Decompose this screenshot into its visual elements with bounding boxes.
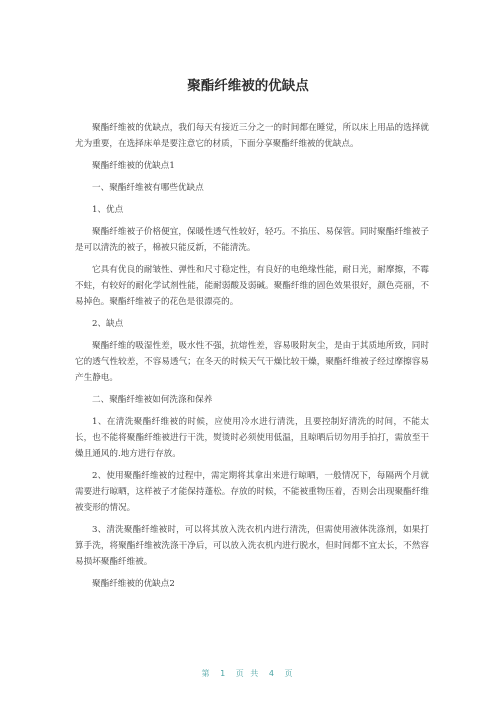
page-label-prefix: 第 [201,669,212,678]
page-total: 4 [268,669,276,678]
section-heading-2: 聚酯纤维被的优缺点2 [92,579,175,589]
paragraph-intro: 聚酯纤维被的优缺点，我们每天有接近三分之一的时间都在睡觉，所以床上用品的选择就尤为重要，在选择床单是要注意它的材质，下面分享聚酯纤维被的优缺点。 [75,123,429,149]
paragraph-pros-2: 它具有优良的耐皱性、弹性和尺寸稳定性，有良好的电绝缘性能，耐日光，耐摩擦，不霉不蛀，有较好的耐化学试剂性能，能耐弱酸及弱碱。聚酯纤维的固色效果很好，颜色亮丽，不易掉色。聚酯纤维被子的花色是很漂亮的。 [75,265,429,307]
subheading-cons: 2、缺点 [92,319,124,329]
page-current: 1 [220,669,228,678]
subheading-pros: 1、优点 [92,205,124,215]
document-title: 聚酯纤维被的优缺点 [187,78,309,94]
paragraph-care-3: 3、清洗聚酯纤维被时，可以将其放入洗衣机内进行清洗，但需使用液体洗涤剂，如果打算手洗，将聚酯纤维被洗涤干净后，可以放入洗衣机内进行脱水，但时间都不宜太长，不然容易损坏聚酯纤维被。 [75,525,429,567]
page-label-suffix: 页 [284,669,295,678]
paragraph-pros-1: 聚酯纤维被子价格便宜，保暖性透气性较好，轻巧。不掐压、易保管。同时聚酯纤维被子是可以清洗的被子，棉被只能反新，不能清洗。 [75,227,429,253]
paragraph-care-1: 1、在清洗聚酯纤维被的时候，应使用冷水进行清洗，且要控制好清洗的时间，不能太长，也不能将聚酯纤维被进行干洗，熨烫时必须使用低温，且晾晒后切勿用手拍打，需放至干燥且通风的.地方进行存放。 [75,417,429,459]
paragraph-cons: 聚酯纤维的吸湿性差，吸水性不强，抗熔性差，容易吸附灰尘，是由于其质地所致，同时它的透气性较差，不容易透气；在冬天的时候天气干燥比较干燥，聚酯纤维被子经过摩擦容易产生静电。 [75,341,429,383]
paragraph-care-2: 2、使用聚酯纤维被的过程中，需定期将其拿出来进行晾晒，一般情况下，每隔两个月就需要进行晾晒，这样被子才能保持蓬松。存放的时候，不能被重物压着，否则会出现聚酯纤维被变形的情况。 [75,471,429,513]
page-label-mid: 页 共 [235,669,261,678]
section-heading-1: 聚酯纤维被的优缺点1 [92,161,175,171]
document-body [75,120,429,598]
page-footer [0,668,496,679]
subheading-pros-cons: 一、聚酯纤维被有哪些优缺点 [92,183,204,193]
subheading-care: 二、聚酯纤维被如何洗涤和保养 [92,395,213,405]
